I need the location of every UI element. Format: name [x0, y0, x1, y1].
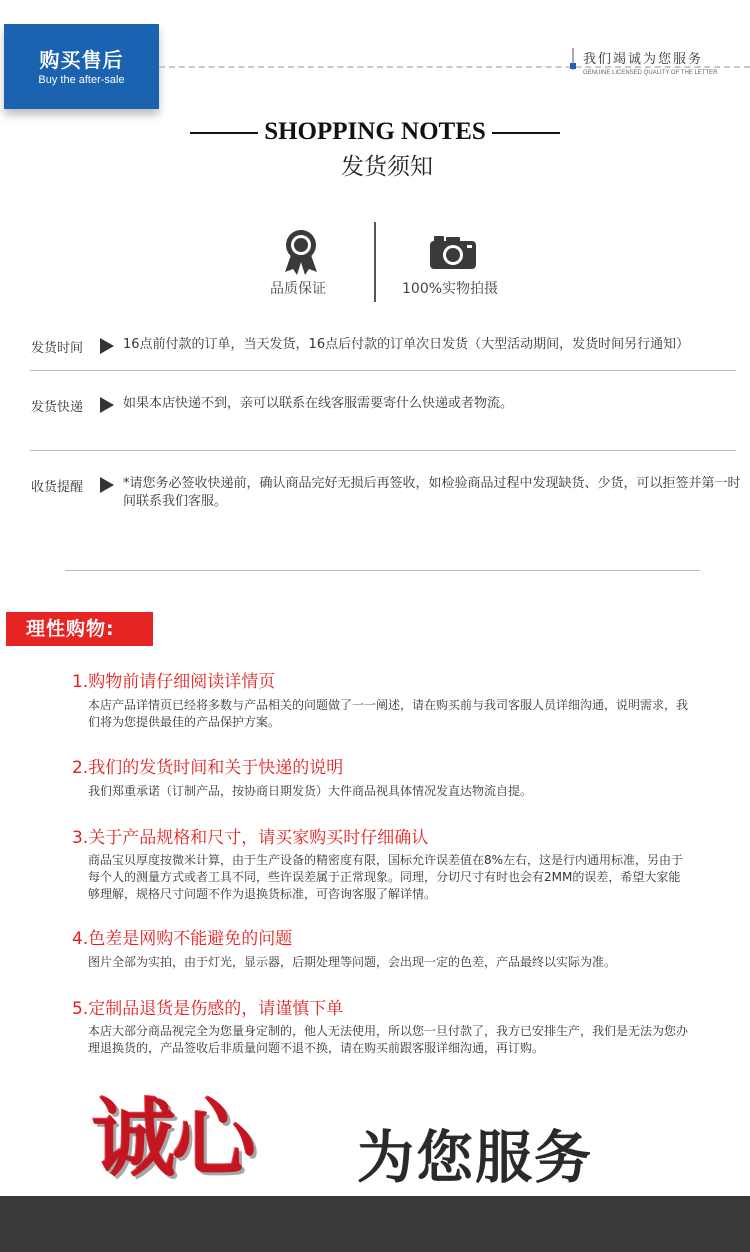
- arrow-right-icon: [100, 397, 114, 413]
- note-text-courier: 如果本店快递不到，亲可以联系在线客服需要寄什么快递或者物流。: [123, 396, 514, 411]
- header-slogan: 我们竭诚为您服务: [583, 52, 704, 67]
- note-label-ship-time: 发货时间: [31, 341, 84, 356]
- tip-heading-3: 3.关于产品规格和尺寸，请买家购买时仔细确认: [72, 828, 429, 848]
- feature-label-quality: 品质保证: [270, 281, 326, 297]
- tip-body-1: 本店产品详情页已经将多数与产品相关的问题做了一一阐述，请在购买前与我司客服人员详细沟通，说明需求，我们将为您提供最佳的产品保护方案。: [88, 698, 689, 729]
- slogan-serve-you: 为您服务: [357, 1125, 593, 1191]
- note-text-ship-time: 16点前付款的订单，当天发货，16点后付款的订单次日发货（大型活动期间，发货时间另行通知）: [123, 337, 690, 352]
- badge-title: 购买售后: [39, 48, 124, 72]
- section-separator: [65, 570, 700, 571]
- note-label-courier: 发货快递: [31, 400, 84, 415]
- tip-body-2: 我们郑重承诺（订制产品，按协商日期发货）大件商品视具体情况发直达物流自提。: [88, 784, 533, 798]
- after-sale-badge: [4, 24, 159, 109]
- arrow-right-icon: [100, 477, 114, 493]
- section-title-cn: 发货须知: [341, 154, 433, 180]
- arrow-right-icon: [100, 338, 114, 354]
- note-separator: [30, 370, 736, 371]
- title-text-en: SHOPPING NOTES: [264, 118, 486, 145]
- badge-subtitle: Buy the after-sale: [38, 74, 125, 86]
- feature-label-real-photo: 100%实物拍摄: [402, 281, 499, 297]
- header-slogan-en: GENUINE LICENSED QUALITY OF THE LETTER: [583, 70, 718, 76]
- camera-icon: [428, 234, 478, 270]
- footer-bar: [0, 1196, 750, 1252]
- tip-body-5: 本店大部分商品视完全为您量身定制的，他人无法使用，所以您一旦付款了，我方已安排生产，我们是无法为您办理退换货的，产品签收后非质量问题不退不换，请在购买前跟客服详细沟通，再订购。: [88, 1024, 689, 1055]
- section-title-en: [0, 118, 750, 146]
- tip-body-4: 图片全部为实拍，由于灯光，显示器，后期处理等问题，会出现一定的色差，产品最终以实际为准。: [88, 955, 617, 969]
- slogan-sincere: 诚心: [92, 1090, 253, 1188]
- note-separator: [30, 450, 736, 451]
- features-divider: [374, 222, 376, 302]
- header-square-marker: [570, 63, 576, 69]
- medal-icon: [282, 228, 320, 276]
- note-text-receipt: *请您务必签收快递前，确认商品完好无损后再签收，如检验商品过程中发现缺货、少货，可以拒签并第一时间联系我们客服。: [123, 476, 741, 509]
- note-label-receipt: 收货提醒: [31, 480, 84, 495]
- tip-heading-1: 1.购物前请仔细阅读详情页: [72, 672, 276, 692]
- tip-heading-5: 5.定制品退货是伤感的，请谨慎下单: [72, 999, 344, 1019]
- title-rule-left: [190, 132, 258, 134]
- tip-body-3: 商品宝贝厚度按微米计算，由于生产设备的精密度有限，国标允许误差值在8%左右，这是行内通用标准，另由于每个人的测量方式或者工具不同，些许误差属于正常现象。同理，分切尺寸有时也会有2MM的误差，希望大家能够理解，规格尺寸问题不作为退换货标准，可咨询客服了解详情。: [88, 853, 684, 901]
- tip-heading-4: 4.色差是网购不能避免的问题: [72, 929, 293, 949]
- tip-heading-2: 2.我们的发货时间和关于快递的说明: [72, 758, 344, 778]
- rational-shopping-tag: 理性购物:: [6, 612, 153, 646]
- title-rule-right: [492, 132, 560, 134]
